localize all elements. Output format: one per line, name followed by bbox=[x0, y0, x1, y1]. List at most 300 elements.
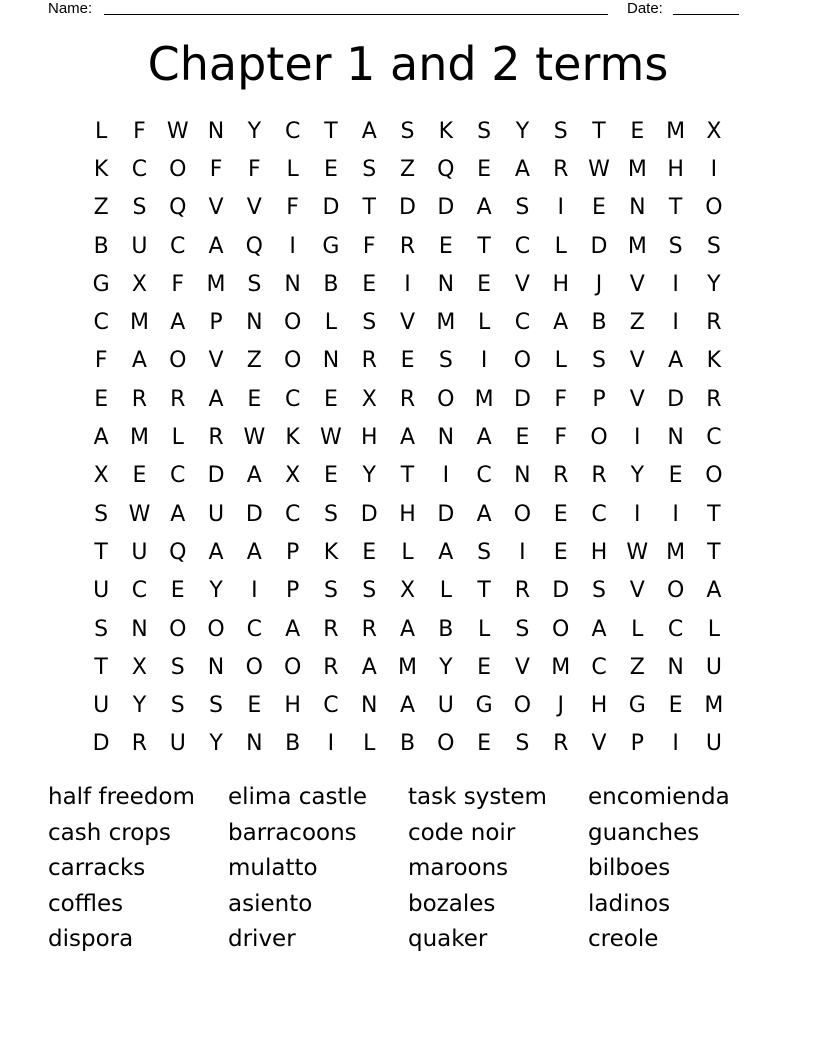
grid-letter[interactable]: E bbox=[477, 654, 492, 680]
grid-letter[interactable]: F bbox=[248, 156, 261, 182]
grid-letter[interactable]: M bbox=[627, 233, 647, 259]
grid-letter[interactable]: Z bbox=[246, 348, 262, 374]
grid-letter[interactable]: I bbox=[480, 348, 488, 374]
grid-letter[interactable]: S bbox=[362, 156, 377, 182]
grid-letter[interactable]: E bbox=[553, 539, 568, 565]
grid-letter[interactable]: W bbox=[626, 539, 649, 565]
grid-letter[interactable]: X bbox=[361, 386, 377, 412]
grid-letter[interactable]: S bbox=[592, 348, 606, 374]
grid-letter[interactable]: R bbox=[553, 731, 569, 757]
grid-letter[interactable]: A bbox=[591, 616, 607, 642]
word-list-item: maroons bbox=[408, 855, 509, 881]
grid-letter[interactable]: H bbox=[399, 501, 416, 527]
grid-letter[interactable]: O bbox=[283, 654, 302, 680]
grid-letter[interactable]: D bbox=[552, 578, 570, 604]
grid-letter[interactable]: N bbox=[131, 616, 148, 642]
grid-letter[interactable]: Y bbox=[630, 463, 645, 489]
grid-letter[interactable]: K bbox=[93, 156, 109, 182]
grid-letter[interactable]: M bbox=[129, 310, 149, 336]
grid-letter[interactable]: L bbox=[363, 731, 376, 757]
grid-letter[interactable]: O bbox=[513, 501, 532, 527]
grid-letter[interactable]: C bbox=[170, 233, 186, 259]
grid-letter[interactable]: C bbox=[667, 616, 684, 642]
grid-letter[interactable]: S bbox=[362, 578, 377, 604]
grid-letter[interactable]: E bbox=[553, 501, 568, 527]
grid-letter[interactable]: D bbox=[437, 195, 455, 221]
grid-letter[interactable]: E bbox=[515, 425, 530, 451]
grid-letter[interactable]: G bbox=[322, 233, 340, 259]
grid-letter[interactable]: O bbox=[283, 348, 302, 374]
grid-letter[interactable]: X bbox=[131, 654, 147, 680]
grid-letter[interactable]: Y bbox=[707, 271, 721, 297]
grid-letter[interactable]: T bbox=[477, 233, 491, 259]
word-list-item: creole bbox=[588, 926, 659, 952]
grid-letter[interactable]: E bbox=[668, 693, 683, 719]
grid-letter[interactable]: L bbox=[95, 118, 108, 144]
grid-letter[interactable]: Z bbox=[93, 195, 109, 221]
grid-letter[interactable]: A bbox=[399, 425, 416, 451]
grid-letter[interactable]: T bbox=[707, 539, 721, 565]
grid-letter[interactable]: S bbox=[94, 616, 109, 642]
grid-letter[interactable]: Q bbox=[169, 195, 187, 221]
date-blank-line[interactable] bbox=[673, 14, 739, 15]
grid-letter[interactable]: R bbox=[514, 578, 531, 604]
grid-letter[interactable]: O bbox=[207, 616, 225, 642]
grid-letter[interactable]: C bbox=[131, 156, 148, 182]
grid-letter[interactable]: X bbox=[399, 578, 416, 604]
grid-letter[interactable]: I bbox=[634, 501, 641, 527]
grid-letter[interactable]: R bbox=[323, 616, 339, 642]
grid-letter[interactable]: M bbox=[474, 386, 494, 412]
grid-letter[interactable]: E bbox=[247, 386, 262, 412]
grid-letter[interactable]: D bbox=[360, 501, 378, 527]
grid-letter[interactable]: L bbox=[439, 578, 452, 604]
grid-letter[interactable]: Y bbox=[439, 654, 453, 680]
grid-letter[interactable]: L bbox=[324, 310, 338, 336]
grid-letter[interactable]: P bbox=[285, 578, 300, 604]
grid-letter[interactable]: O bbox=[169, 156, 187, 182]
grid-letter[interactable]: T bbox=[324, 118, 338, 144]
grid-letter[interactable]: S bbox=[94, 501, 109, 527]
grid-letter[interactable]: A bbox=[170, 310, 186, 336]
grid-letter[interactable]: G bbox=[92, 271, 110, 297]
grid-letter[interactable]: K bbox=[438, 118, 454, 144]
grid-letter[interactable]: M bbox=[666, 539, 686, 565]
grid-letter[interactable]: F bbox=[362, 233, 376, 259]
grid-letter[interactable]: B bbox=[591, 310, 607, 336]
grid-letter[interactable]: E bbox=[362, 539, 377, 565]
grid-letter[interactable]: V bbox=[246, 195, 262, 221]
grid-letter[interactable]: F bbox=[554, 425, 568, 451]
grid-letter[interactable]: R bbox=[399, 233, 416, 259]
grid-letter[interactable]: L bbox=[631, 616, 644, 642]
grid-letter[interactable]: I bbox=[327, 731, 335, 757]
grid-letter[interactable]: U bbox=[131, 539, 148, 565]
grid-letter[interactable]: M bbox=[666, 118, 686, 144]
grid-letter[interactable]: F bbox=[171, 271, 185, 297]
grid-letter[interactable]: R bbox=[170, 386, 186, 412]
grid-letter[interactable]: A bbox=[706, 578, 722, 604]
grid-letter[interactable]: K bbox=[323, 539, 339, 565]
grid-letter[interactable]: F bbox=[94, 348, 108, 374]
grid-letter[interactable]: E bbox=[400, 348, 415, 374]
word-list-item: elima castle bbox=[228, 784, 368, 810]
grid-letter[interactable]: N bbox=[207, 118, 225, 144]
grid-letter[interactable]: S bbox=[323, 501, 338, 527]
grid-letter[interactable]: C bbox=[131, 578, 148, 604]
grid-letter[interactable]: R bbox=[361, 616, 377, 642]
grid-letter[interactable]: R bbox=[323, 654, 339, 680]
grid-letter[interactable]: A bbox=[246, 463, 262, 489]
grid-letter[interactable]: I bbox=[672, 501, 679, 527]
grid-letter[interactable]: D bbox=[399, 195, 416, 221]
grid-letter[interactable]: G bbox=[628, 693, 646, 719]
grid-letter[interactable]: O bbox=[705, 195, 723, 221]
grid-letter[interactable]: Q bbox=[169, 539, 187, 565]
name-blank-line[interactable] bbox=[104, 14, 608, 15]
grid-letter[interactable]: S bbox=[132, 195, 147, 221]
grid-letter[interactable]: Y bbox=[515, 118, 530, 144]
grid-letter[interactable]: D bbox=[92, 731, 110, 757]
grid-letter[interactable]: S bbox=[477, 118, 492, 144]
grid-letter[interactable]: K bbox=[706, 348, 722, 374]
grid-letter[interactable]: Y bbox=[132, 693, 147, 719]
grid-letter[interactable]: E bbox=[323, 386, 338, 412]
grid-letter[interactable]: E bbox=[592, 195, 606, 221]
grid-letter[interactable]: O bbox=[590, 425, 608, 451]
grid-letter[interactable]: V bbox=[208, 348, 224, 374]
grid-letter[interactable]: C bbox=[284, 501, 301, 527]
grid-letter[interactable]: T bbox=[477, 578, 491, 604]
grid-letter[interactable]: E bbox=[94, 386, 109, 412]
grid-letter[interactable]: S bbox=[170, 654, 185, 680]
grid-letter[interactable]: A bbox=[208, 233, 224, 259]
grid-letter[interactable]: Q bbox=[437, 156, 455, 182]
grid-letter[interactable]: S bbox=[209, 693, 224, 719]
grid-letter[interactable]: I bbox=[442, 463, 450, 489]
grid-letter[interactable]: E bbox=[438, 233, 453, 259]
grid-letter[interactable]: C bbox=[591, 654, 607, 680]
grid-letter[interactable]: E bbox=[247, 693, 262, 719]
grid-letter[interactable]: F bbox=[209, 156, 223, 182]
grid-letter[interactable]: W bbox=[128, 501, 151, 527]
grid-letter[interactable]: A bbox=[553, 310, 569, 336]
grid-letter[interactable]: S bbox=[477, 539, 492, 565]
grid-letter[interactable]: V bbox=[208, 195, 224, 221]
grid-letter[interactable]: D bbox=[590, 233, 608, 259]
grid-letter[interactable]: F bbox=[133, 118, 146, 144]
grid-letter[interactable]: E bbox=[323, 463, 338, 489]
grid-letter[interactable]: D bbox=[513, 386, 531, 412]
grid-letter[interactable]: W bbox=[166, 118, 189, 144]
grid-letter[interactable]: O bbox=[513, 693, 532, 719]
grid-letter[interactable]: U bbox=[437, 693, 454, 719]
grid-letter[interactable]: T bbox=[707, 501, 721, 527]
grid-letter[interactable]: U bbox=[131, 233, 148, 259]
grid-letter[interactable]: M bbox=[398, 654, 418, 680]
grid-letter[interactable]: Y bbox=[362, 463, 376, 489]
grid-letter[interactable]: I bbox=[634, 425, 641, 451]
grid-letter[interactable]: L bbox=[477, 616, 491, 642]
grid-letter[interactable]: Y bbox=[209, 578, 223, 604]
grid-letter[interactable]: Y bbox=[247, 118, 262, 144]
grid-letter[interactable]: L bbox=[286, 156, 299, 182]
grid-letter[interactable]: T bbox=[362, 195, 376, 221]
grid-letter[interactable]: P bbox=[285, 539, 300, 565]
grid-letter[interactable]: N bbox=[246, 731, 263, 757]
grid-letter[interactable]: N bbox=[667, 425, 684, 451]
grid-letter[interactable]: R bbox=[591, 463, 607, 489]
grid-letter[interactable]: M bbox=[436, 310, 456, 336]
grid-letter[interactable]: C bbox=[170, 463, 186, 489]
grid-letter[interactable]: F bbox=[554, 386, 568, 412]
grid-letter[interactable]: V bbox=[629, 348, 645, 374]
grid-letter[interactable]: B bbox=[285, 731, 301, 757]
grid-letter[interactable]: A bbox=[170, 501, 186, 527]
grid-letter[interactable]: U bbox=[705, 731, 722, 757]
grid-letter[interactable]: C bbox=[476, 463, 492, 489]
grid-letter[interactable]: S bbox=[515, 195, 530, 221]
grid-letter[interactable]: Z bbox=[629, 310, 645, 336]
grid-letter[interactable]: H bbox=[590, 539, 608, 565]
grid-letter[interactable]: I bbox=[519, 539, 526, 565]
grid-letter[interactable]: L bbox=[401, 539, 414, 565]
grid-letter[interactable]: G bbox=[475, 693, 493, 719]
grid-letter[interactable]: D bbox=[667, 386, 685, 412]
grid-letter[interactable]: A bbox=[476, 425, 492, 451]
grid-letter[interactable]: E bbox=[477, 271, 492, 297]
grid-letter[interactable]: R bbox=[361, 348, 377, 374]
grid-letter[interactable]: V bbox=[629, 271, 645, 297]
grid-letter[interactable]: S bbox=[515, 616, 530, 642]
grid-letter[interactable]: A bbox=[514, 156, 530, 182]
grid-letter[interactable]: N bbox=[246, 310, 263, 336]
grid-letter[interactable]: N bbox=[437, 425, 455, 451]
grid-letter[interactable]: O bbox=[169, 616, 187, 642]
grid-letter[interactable]: A bbox=[93, 425, 109, 451]
grid-letter[interactable]: T bbox=[94, 654, 108, 680]
grid-letter[interactable]: Z bbox=[629, 654, 645, 680]
grid-letter[interactable]: A bbox=[131, 348, 147, 374]
grid-letter[interactable]: Z bbox=[399, 156, 416, 182]
word-list-item: task system bbox=[408, 784, 547, 810]
grid-letter[interactable]: V bbox=[514, 654, 530, 680]
grid-letter[interactable]: U bbox=[705, 654, 722, 680]
grid-letter[interactable]: B bbox=[323, 271, 339, 297]
grid-letter[interactable]: S bbox=[438, 348, 453, 374]
grid-letter[interactable]: A bbox=[208, 386, 224, 412]
grid-letter[interactable]: R bbox=[706, 310, 722, 336]
grid-letter[interactable]: P bbox=[630, 731, 644, 757]
grid-letter[interactable]: S bbox=[515, 731, 530, 757]
grid-letter[interactable]: A bbox=[208, 539, 224, 565]
grid-letter[interactable]: Y bbox=[209, 731, 223, 757]
grid-letter[interactable]: A bbox=[361, 118, 377, 144]
grid-letter[interactable]: B bbox=[399, 731, 416, 757]
grid-letter[interactable]: A bbox=[476, 501, 492, 527]
grid-letter[interactable]: R bbox=[399, 386, 416, 412]
grid-letter[interactable]: H bbox=[667, 156, 684, 182]
grid-letter[interactable]: N bbox=[514, 463, 531, 489]
grid-letter[interactable]: D bbox=[207, 463, 225, 489]
grid-letter[interactable]: C bbox=[284, 118, 301, 144]
grid-letter[interactable]: N bbox=[629, 195, 646, 221]
grid-letter[interactable]: I bbox=[672, 310, 679, 336]
grid-letter[interactable]: E bbox=[362, 271, 377, 297]
grid-letter[interactable]: N bbox=[284, 271, 301, 297]
grid-letter[interactable]: A bbox=[476, 195, 492, 221]
grid-letter[interactable]: S bbox=[362, 310, 377, 336]
grid-letter[interactable]: L bbox=[477, 310, 491, 336]
grid-letter[interactable]: E bbox=[477, 731, 492, 757]
grid-letter[interactable]: O bbox=[552, 616, 570, 642]
grid-letter[interactable]: X bbox=[285, 463, 301, 489]
grid-letter[interactable]: S bbox=[668, 233, 683, 259]
grid-letter[interactable]: S bbox=[170, 693, 185, 719]
grid-letter[interactable]: L bbox=[554, 233, 567, 259]
grid-letter[interactable]: E bbox=[323, 156, 338, 182]
grid-letter[interactable]: B bbox=[93, 233, 109, 259]
grid-letter[interactable]: R bbox=[131, 731, 148, 757]
grid-letter[interactable]: X bbox=[131, 271, 147, 297]
grid-letter[interactable]: J bbox=[557, 693, 564, 719]
grid-letter[interactable]: M bbox=[206, 271, 226, 297]
grid-letter[interactable]: Q bbox=[245, 233, 263, 259]
grid-letter[interactable]: O bbox=[437, 386, 455, 412]
grid-letter[interactable]: I bbox=[710, 156, 718, 182]
grid-letter[interactable]: H bbox=[552, 271, 569, 297]
grid-letter[interactable]: T bbox=[592, 118, 606, 144]
grid-letter[interactable]: K bbox=[285, 425, 300, 451]
grid-letter[interactable]: C bbox=[514, 310, 531, 336]
grid-letter[interactable]: L bbox=[171, 425, 184, 451]
grid-letter[interactable]: E bbox=[132, 463, 147, 489]
grid-letter[interactable]: A bbox=[438, 539, 454, 565]
grid-letter[interactable]: T bbox=[400, 463, 415, 489]
grid-letter[interactable]: A bbox=[246, 539, 262, 565]
grid-letter[interactable]: I bbox=[672, 731, 679, 757]
grid-letter[interactable]: W bbox=[243, 425, 266, 451]
grid-letter[interactable]: L bbox=[554, 348, 567, 374]
grid-letter[interactable]: C bbox=[706, 425, 722, 451]
grid-letter[interactable]: O bbox=[169, 348, 187, 374]
grid-letter[interactable]: W bbox=[588, 156, 610, 182]
grid-letter[interactable]: U bbox=[207, 501, 225, 527]
grid-letter[interactable]: V bbox=[629, 386, 645, 412]
grid-letter[interactable]: X bbox=[93, 463, 109, 489]
grid-letter[interactable]: S bbox=[706, 233, 721, 259]
grid-letter[interactable]: A bbox=[668, 348, 684, 374]
grid-letter[interactable]: M bbox=[129, 425, 149, 451]
grid-letter[interactable]: C bbox=[514, 233, 531, 259]
grid-letter[interactable]: B bbox=[438, 616, 454, 642]
grid-letter[interactable]: A bbox=[361, 654, 377, 680]
grid-letter[interactable]: O bbox=[437, 731, 455, 757]
grid-letter[interactable]: N bbox=[207, 654, 225, 680]
grid-letter[interactable]: E bbox=[668, 463, 683, 489]
grid-letter[interactable]: S bbox=[592, 578, 606, 604]
grid-letter[interactable]: I bbox=[672, 271, 679, 297]
grid-letter[interactable]: P bbox=[209, 310, 223, 336]
grid-letter[interactable]: R bbox=[131, 386, 148, 412]
grid-letter[interactable]: T bbox=[668, 195, 683, 221]
grid-letter[interactable]: M bbox=[551, 654, 571, 680]
grid-letter[interactable]: E bbox=[630, 118, 645, 144]
grid-letter[interactable]: S bbox=[553, 118, 568, 144]
word-list-item: bilboes bbox=[588, 855, 671, 881]
grid-letter[interactable]: M bbox=[704, 693, 724, 719]
grid-letter[interactable]: U bbox=[93, 578, 110, 604]
grid-letter[interactable]: T bbox=[94, 539, 108, 565]
grid-letter[interactable]: L bbox=[707, 616, 721, 642]
grid-letter[interactable]: V bbox=[514, 271, 530, 297]
grid-letter[interactable]: S bbox=[323, 578, 338, 604]
grid-letter[interactable]: P bbox=[592, 386, 606, 412]
grid-letter[interactable]: N bbox=[667, 654, 684, 680]
grid-letter[interactable]: A bbox=[399, 693, 416, 719]
grid-letter[interactable]: E bbox=[477, 156, 492, 182]
grid-letter[interactable]: C bbox=[93, 310, 109, 336]
grid-letter[interactable]: V bbox=[629, 578, 645, 604]
page-title: Chapter 1 and 2 terms bbox=[147, 37, 669, 91]
word-list-item: encomienda bbox=[588, 784, 730, 810]
grid-letter[interactable]: O bbox=[705, 463, 723, 489]
grid-letter[interactable]: U bbox=[169, 731, 186, 757]
grid-letter[interactable]: X bbox=[706, 118, 722, 144]
word-list-item: half freedom bbox=[48, 784, 195, 810]
grid-letter[interactable]: O bbox=[513, 348, 532, 374]
grid-letter[interactable]: J bbox=[595, 271, 603, 297]
grid-letter[interactable]: E bbox=[170, 578, 185, 604]
grid-letter[interactable]: D bbox=[245, 501, 263, 527]
grid-letter[interactable]: C bbox=[284, 386, 301, 412]
grid-letter[interactable]: C bbox=[246, 616, 263, 642]
grid-letter[interactable]: I bbox=[557, 195, 564, 221]
grid-letter[interactable]: R bbox=[553, 463, 569, 489]
grid-letter[interactable]: W bbox=[320, 425, 342, 451]
grid-letter[interactable]: H bbox=[360, 425, 378, 451]
grid-letter[interactable]: I bbox=[251, 578, 258, 604]
grid-letter[interactable]: S bbox=[400, 118, 415, 144]
grid-letter[interactable]: I bbox=[404, 271, 411, 297]
grid-letter[interactable]: A bbox=[399, 616, 416, 642]
grid-letter[interactable]: C bbox=[591, 501, 607, 527]
grid-letter[interactable]: C bbox=[323, 693, 339, 719]
grid-letter[interactable]: R bbox=[208, 425, 224, 451]
grid-letter[interactable]: H bbox=[590, 693, 608, 719]
grid-letter[interactable]: A bbox=[285, 616, 301, 642]
grid-letter[interactable]: O bbox=[245, 654, 263, 680]
grid-letter[interactable]: N bbox=[437, 271, 455, 297]
grid-letter[interactable]: O bbox=[666, 578, 685, 604]
grid-letter[interactable]: I bbox=[289, 233, 296, 259]
word-list-item: ladinos bbox=[588, 890, 671, 917]
grid-letter[interactable]: F bbox=[286, 195, 299, 221]
grid-letter[interactable]: U bbox=[93, 693, 110, 719]
grid-letter[interactable]: N bbox=[322, 348, 340, 374]
grid-letter[interactable]: V bbox=[591, 731, 607, 757]
grid-letter[interactable]: V bbox=[399, 310, 416, 336]
grid-letter[interactable]: D bbox=[322, 195, 340, 221]
grid-letter[interactable]: D bbox=[437, 501, 455, 527]
grid-letter[interactable]: S bbox=[247, 271, 262, 297]
grid-letter[interactable]: O bbox=[283, 310, 302, 336]
grid-letter[interactable]: H bbox=[284, 693, 301, 719]
grid-letter[interactable]: N bbox=[360, 693, 378, 719]
grid-letter[interactable]: R bbox=[553, 156, 569, 182]
grid-letter[interactable]: R bbox=[706, 386, 722, 412]
grid-letter[interactable]: M bbox=[627, 156, 647, 182]
